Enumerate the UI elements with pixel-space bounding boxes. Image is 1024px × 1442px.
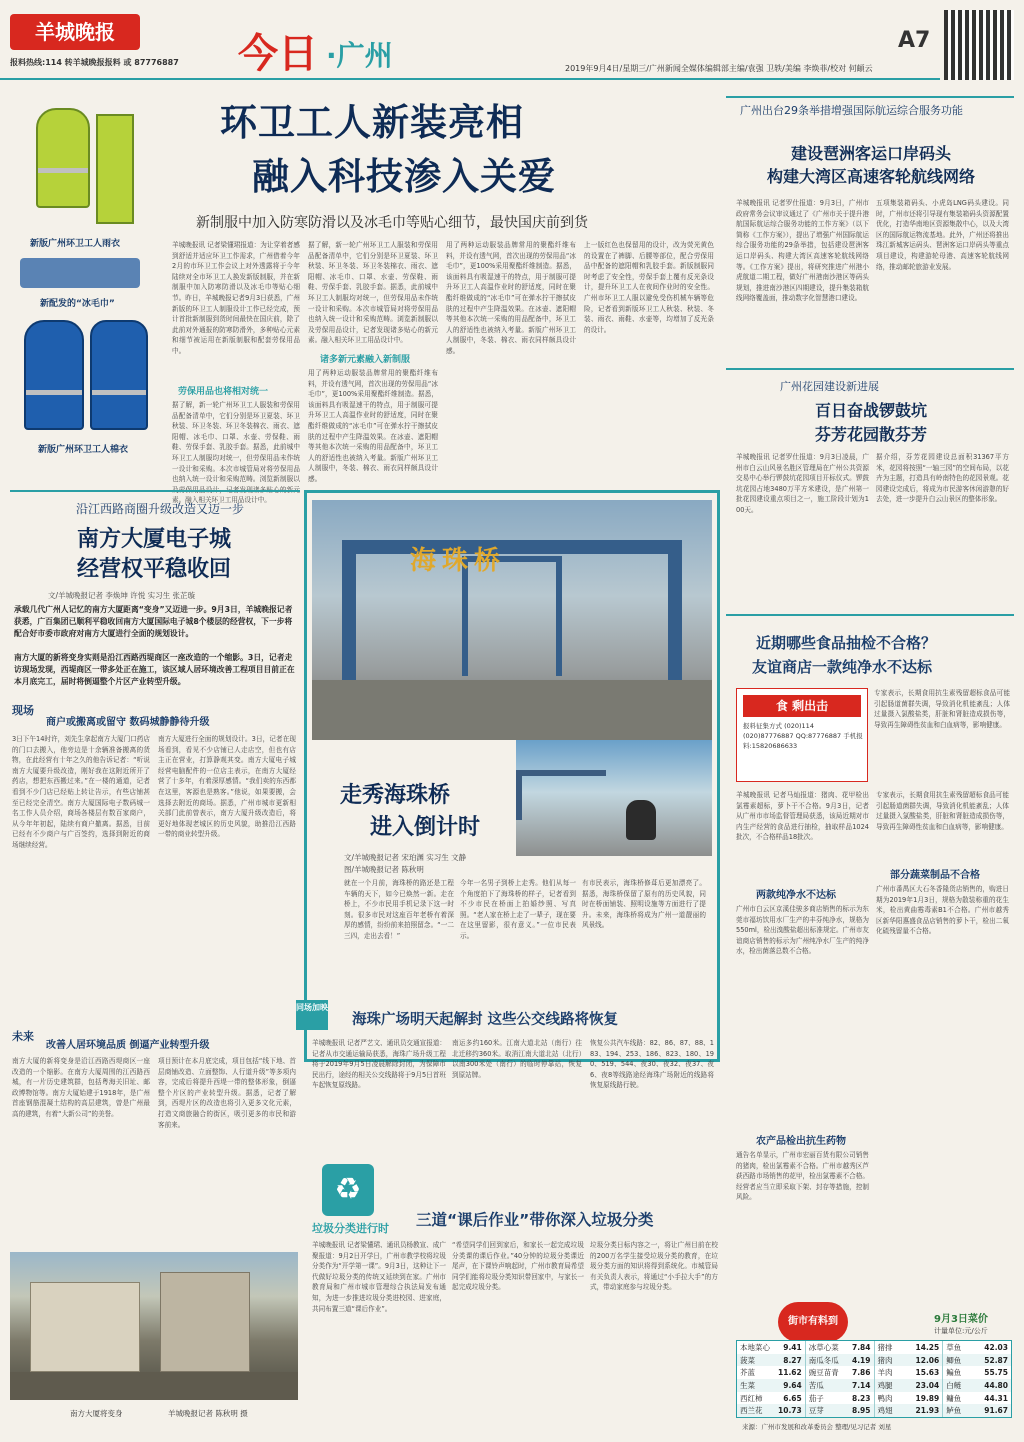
market-item-price: 21.93 xyxy=(915,1406,940,1416)
market-row xyxy=(806,1392,874,1405)
market-item-name: 猪肉 xyxy=(877,1355,893,1365)
lead-col-2: 据了解，新一轮广州环卫工人服装和劳保用品配备清单中，它们分别是环卫夏装、环卫秋装、环卫冬装、环卫冬装棉衣、雨衣、遮阳帽、冰毛巾、口罩、水壶、劳保鞋、雨鞋、劳保手套、乳胶手套。据悉，此前城中环卫工人制服均对统一，但劳保用品未作统一设计和采购。本次市城管局对将劳保用品也纳入统一设计和采购范畴。浏览新制服以及劳保用品设计，记者发现诸多贴心的新元素。融入相关环卫工用品设计中。 xyxy=(308,241,438,345)
market-item-name: 芥蓝 xyxy=(740,1368,755,1378)
food-contact: 报料征集方式 (020)114 (020)87776887 QQ:87776887 手机报料:15820686633 xyxy=(743,722,863,750)
market-item-price: 12.06 xyxy=(915,1355,940,1365)
dasha-lead2: 南方大厦的新将变身实则是沿江西路西堤商区一座改造的一个缩影。3日，记者走访现场发现，西堤商区一带多处正在施工，该区域人居环境改善工程项目目前正在本月底完工，届时将倒逼整个片区产业转型升级。 xyxy=(14,653,295,686)
market-item-name: 鲫鱼 xyxy=(946,1355,962,1365)
raincoat-image xyxy=(20,108,140,228)
market-item-price: 23.04 xyxy=(915,1380,940,1390)
market-column xyxy=(943,1341,1011,1417)
market-row xyxy=(737,1404,805,1417)
market-row xyxy=(943,1404,1011,1417)
market-item-price: 7.86 xyxy=(851,1368,871,1378)
market-item-price: 44.80 xyxy=(984,1380,1008,1390)
dasha-photo-caption: 南方大厦将变身 xyxy=(70,1409,123,1418)
dasha-byline: 文/羊城晚报记者 李焕坤 许悦 实习生 张芷璇 xyxy=(48,591,196,600)
hotline: 报料热线:114 转羊城晚报报料 或 87776887 xyxy=(10,58,179,67)
market-item-price: 8.23 xyxy=(851,1393,871,1403)
food-sub-produce: 农产品检出抗生药物 xyxy=(756,1136,846,1147)
dasha-photo-credit: 羊城晚报记者 陈秋明 摄 xyxy=(168,1409,248,1418)
masthead xyxy=(0,0,1024,82)
market-row xyxy=(943,1392,1011,1405)
market-row xyxy=(737,1379,805,1392)
square-col-1: 羊城晚报讯 记者严艺文、通讯员交通宣报道：记者从市交通运输局获悉，海珠广场升级工程将于2019年9月5日凌晨解除封闭，为保障市民出行，途经的相关公交线路将于9月5日首班车起恢复原线路。 xyxy=(312,1039,446,1090)
bridge-byline-2: 图/羊城晚报记者 陈秋明 xyxy=(344,865,424,874)
market-item-name: 本地菜心 xyxy=(740,1342,770,1352)
market-row xyxy=(875,1341,943,1354)
towel-image xyxy=(20,258,140,288)
bridge-photo xyxy=(312,500,712,740)
logo: 羊城晚报 xyxy=(10,14,140,50)
market-item-price: 11.62 xyxy=(778,1368,802,1378)
market-row xyxy=(737,1366,805,1379)
market-column xyxy=(737,1341,806,1417)
market-item-price: 14.25 xyxy=(915,1342,940,1352)
section-title-jin: 今日 xyxy=(238,31,318,77)
port-col-1: 羊城晚报讯 记者罗仕报道：9月3日，广州市政府常务会议审议通过了《广州市关于提升港航国际航运综合服务功能的工作方案》（以下简称《工作方案》），提出了增强广州国际航运综合服务功能的29条举措，包括建设琶洲客运口岸码头、构建大湾区高速客轮航线网络等。《工作方案》提出，将研究推进广州港小虎航道二期工程，做好广州港南沙港区等码头规划，推进南沙港区四期建设，提升集装箱航线网络覆盖面，推动数字化智慧港口建设。 xyxy=(736,199,869,303)
market-item-price: 8.95 xyxy=(851,1406,871,1416)
dasha-sub-2: 改善人居环境品质 倒逼产业转型升级 xyxy=(46,1040,210,1051)
plus-badge: 同场加映 xyxy=(296,1000,328,1030)
food-rule xyxy=(726,614,1014,616)
market-item-name: 西兰花 xyxy=(740,1406,763,1416)
bridge-sign: 海珠桥 xyxy=(410,546,507,576)
bridge-headline-2: 进入倒计时 xyxy=(370,815,481,840)
market-item-price: 15.63 xyxy=(915,1368,940,1378)
lead-col-1b: 据了解，新一轮广州环卫工人服装和劳保用品配备清单中，它们分别是环卫夏装、环卫秋装、环卫冬装、环卫冬装棉衣、雨衣、遮阳帽、冰毛巾、口罩、水壶、劳保鞋、雨鞋、劳保手套、乳胶手套。据悉，此前城中环卫工人制服均对统一，但劳保用品未作统一设计和采购。本次市城管局对将劳保用品也纳入统一设计和采购范畴。浏览新制服以 素。融入相关环卫工用品设计中。 xyxy=(172,401,300,505)
food-col-1c: 通告名单显示，广州市宏丽百货有限公司销售的猪肉，检出氯霉素不合格。广州市越秀区芦荻西路市场销售的花甲，检出氯霉素不合格。经营者应当立即采取下架、封存等措施，控制风险。 xyxy=(736,1151,869,1202)
market-row xyxy=(943,1379,1011,1392)
market-row xyxy=(875,1354,943,1367)
market-item-price: 7.84 xyxy=(851,1342,871,1352)
market-item-name: 鳙鱼 xyxy=(946,1393,962,1403)
lead-col-2b: 用了两种运动服装品牌常用的聚酯纤维布料，并设有透气网，首次出现的劳保用品“冰毛巾”，更100%采用聚酯纤维制造。据悉，该面料具有吸湿速干的特点，用于制服可提升环卫工人高温作业时的舒适度，同时在聚酯纤维做成的“冰毛巾”可在弹水拧干擦拭皮肤的过程中产生降温效果。在冰壶、遮阳帽等其他本次统一采购的用品配备中，环卫工人的舒适性也被纳入考量。新版广州环卫工人制服中，冬装、棉衣、雨衣同样颇具设计感。 xyxy=(308,369,438,483)
market-item-name: 羊肉 xyxy=(877,1368,893,1378)
dasha-rule xyxy=(10,490,300,492)
market-row xyxy=(875,1392,943,1405)
badge-scene: 现场 xyxy=(12,704,34,717)
food-col-2a: 专家表示，长期食用抗生素残留超标食品可能引起肠道菌群失调，导致消化机能紊乱；人体过量摄入氯酸盐类，肝脏和肾脏造成损伤等，导致再生障碍性贫血和白血病等，影响健康。 xyxy=(876,791,1009,831)
bridge-headline-1: 走秀海珠桥 xyxy=(340,783,451,808)
market-item-name: 鸡翅 xyxy=(877,1406,893,1416)
recycle-icon: ♻ xyxy=(322,1164,374,1216)
market-column xyxy=(875,1341,944,1417)
market-source: 来源：广州市发展和改革委员会 整理/见习记者 刘星 xyxy=(742,1423,892,1431)
market-item-price: 19.89 xyxy=(915,1393,940,1403)
market-row xyxy=(737,1392,805,1405)
port-kicker: 广州出台29条举措增强国际航运综合服务功能 xyxy=(740,104,963,117)
dasha-kicker: 沿江西路商圈升级改造又迈一步 xyxy=(75,502,244,516)
lead-col-1: 羊城晚报讯 记者梁懂珺报道：为让穿着者感到舒适并适应环卫工作需求，广州借着今年2月的市环卫工作会议上对外透露将于今年陆续对全市环卫工人换发新版制服，并在新制服中加入防寒防滑以及冰毛巾等贴心细节。昨日，羊城晚报记者9月3日获悉，广州新版的环卫工人制服设计工作已经完成，预计首批新制服到货时间最快在国庆前，除了此前对外通报的防寒防滑外，多种贴心元素和细节被运用在新版制服和配套劳保用品中。 xyxy=(172,241,300,355)
lead-inter-1: 劳保用品也将相对统一 xyxy=(178,387,269,397)
market-row xyxy=(806,1366,874,1379)
caption-towel: 新配发的“冰毛巾” xyxy=(40,299,115,309)
food-headline-2: 友谊商店一款纯净水不达标 xyxy=(752,658,933,676)
food-sub-veg: 部分蔬菜制品不合格 xyxy=(890,870,980,881)
market-item-price: 42.03 xyxy=(984,1342,1008,1352)
garden-kicker: 广州花园建设新进展 xyxy=(780,380,879,393)
market-item-name: 草鱼 xyxy=(946,1342,962,1352)
bridge-inset-photo xyxy=(516,740,712,856)
qr-code xyxy=(944,10,1014,80)
market-item-price: 55.75 xyxy=(984,1368,1008,1378)
market-item-name: 豌豆苗青 xyxy=(808,1368,839,1378)
market-item-name: 南瓜冬瓜 xyxy=(808,1355,839,1365)
market-item-price: 7.14 xyxy=(851,1380,871,1390)
food-badge: 食 剩出击 xyxy=(743,695,861,717)
square-col-2: 南运多约160米。江南大道北站（南行）往北迁移约360米。取消江南大道北站（北行）以南300米处（南行）的临时停靠站，恢复到原站牌。 xyxy=(452,1039,582,1079)
market-row xyxy=(875,1404,943,1417)
market-item-price: 52.87 xyxy=(984,1355,1008,1365)
dasha-lead: 承载几代广州人记忆的南方大厦距离“变身”又迈进一步。9月3日，羊城晚报记者获悉，广百集团已顺利平稳收回南方大厦国际电子城8个楼层的经营权，下一步将配合好市委市政府对南方大厦进行全面的规划设计。 xyxy=(14,605,293,638)
dasha-col-2: 南方大厦进行全面的规划设计。3日，记者在现场看到，看见不少店铺已人走店空，但也有店主正在营业，打算静观其变。南方大厦电子城经营电脑配件的一位店主表示，在南方大厦经营了十多年，有着深厚感情。“我们卖的东西都在这里，客源也是熟客。”他说，如果要搬，会选择去附近的商场。据悉，广州市城市更新相关部门此前曾表示，南方大厦升级改造后，将更好地体现老城区的历史风貌，助推沿江西路一带的商业转型升级。 xyxy=(158,735,296,839)
garbage-col-1: 羊城晚报讯 记者梁懂珺、通讯员杨教宣、成广聚报道：9月2日开学日，广州市教学校将垃圾分类作为“开学第一课”。9月3日，这种让下一代做好垃圾分类的传统又延续到在家。广州市教育局和广州市城市管理综合执法局发布通知，为进一步推进垃圾分类进校园、进家庭，共同布置三道“课后作业”。 xyxy=(312,1241,446,1313)
lead-col-4: 上一版红色也保留用的设计，改为荧光黄色的设置在了裤脚、后腰等部位，配合劳保用品中配备的遮阳帽和乳胶手套。新版制服同时考虑了安全性，劳保手套上覆有反光条设计，提升环卫工人在夜间作业时的安全性。广州市环卫工人服以避免受伤机械车辆等危险，记者看到新版环卫工人秋装、秋装、冬装、雨衣、雨鞋、水壶等，均增加了反光条的设计。 xyxy=(584,241,714,334)
market-item-name: 鸭肉 xyxy=(877,1393,893,1403)
port-headline-2: 构建大湾区高速客轮航线网络 xyxy=(766,167,975,186)
market-table xyxy=(736,1340,1012,1418)
market-row xyxy=(875,1366,943,1379)
market-item-name: 猪排 xyxy=(877,1342,893,1352)
market-item-price: 8.27 xyxy=(783,1355,802,1365)
market-row xyxy=(806,1379,874,1392)
food-col-2b: 广州市番禺区大石冬香隆货店销售的，购进日期为2019年1月3日，规格为散装称重的花生米，检出黄曲霉毒素B1不合格。广州市越秀区新华阳惠盛食品店销售的萝卜干，检出二氧化硫残留量不合格。 xyxy=(876,885,1009,936)
dasha-col-4: 项目预计在本月底完成，项目包括“线下地、首层商铺改造、立面整饰、人行道升级”等多项内容，完成后将提升西堤一带的整体形象，倒逼整个片区的产业转型升级。据悉，记者了解到，西堤片区的改造也将引入更多文化元素，打造文商旅融合的街区，吸引更多的市民和游客前来。 xyxy=(158,1057,296,1129)
market-item-name: 豆芽 xyxy=(808,1406,824,1416)
garden-headline-1: 百日奋战锣鼓坑 xyxy=(814,401,927,420)
market-item-name: 西红柿 xyxy=(740,1393,763,1403)
market-badge: 街市有料到 xyxy=(778,1302,848,1342)
food-intro: 专家表示，长期食用抗生素残留超标食品可能引起肠道菌群失调，导致消化机能紊乱；人体过量摄入氯酸盐类，肝脏和肾脏造成损伤等，导致再生障碍性贫血和白血病等，影响健康。 xyxy=(874,689,1010,729)
market-item-price: 6.65 xyxy=(783,1393,802,1403)
market-item-name: 冰草心菜 xyxy=(808,1342,839,1352)
market-item-name: 白鲢 xyxy=(946,1380,962,1390)
caption-cotton: 新版广州环卫工人棉衣 xyxy=(38,445,129,455)
dasha-photo xyxy=(10,1252,298,1400)
garden-col-2: 据介绍，芬芳花园建设总面积31367平方米，花园将按照“一轴三园”的空间布局，以花卉为主题，打造具有岭南特色的花园景观。花园建设完成后，将成为市民游客休闲游憩的好去处，进一步提升白云山景区的整体形象。 xyxy=(876,453,1009,504)
market-item-name: 鲈鱼 xyxy=(946,1406,962,1416)
market-row xyxy=(943,1341,1011,1354)
cotton-coat-image xyxy=(14,320,154,435)
food-badge-box xyxy=(736,688,868,782)
dasha-col-3: 南方大厦的新将变身是沿江西路西堤商区一座改造的一个缩影。在南方大厦周围的江西路西城，有一片历史建筑群，包括粤海关旧址、邮政博物馆等。南方大厦始建于1918年，是广州首座钢筋混凝土结构的高层建筑，曾是广州最高的建筑，有着“大新公司”的美誉。 xyxy=(12,1057,150,1118)
garbage-col-2: “希望同学们回到家后，和家长一起完成垃圾分类课的课后作业。”40分钟的垃圾分类课近尾声，在下课铃声响起时，广州市教育局希望同学们能将垃圾分类知识带回家中，与家长一起完成垃圾分类。 xyxy=(452,1241,584,1292)
market-unit: 计量单位:元/公斤 xyxy=(934,1327,988,1335)
market-row xyxy=(943,1354,1011,1367)
dasha-sub-1: 商户或搬离或留守 数码城静静待升级 xyxy=(46,717,210,728)
market-item-price: 4.19 xyxy=(851,1355,871,1365)
lead-headline-2: 融入科技渗入关爱 xyxy=(252,155,556,198)
dasha-headline-2: 经营权平稳收回 xyxy=(76,557,231,582)
lead-subtitle: 新制服中加入防寒防滑以及冰毛巾等贴心细节，最快国庆前到货 xyxy=(196,215,588,231)
lead-col-3: 用了两种运动服装品牌常用的聚酯纤维布料，并设有透气网，首次出现的劳保用品“冰毛巾”，更100%采用聚酯纤维制造。据悉，该面料具有吸湿速干的特点，用于制服可提升环卫工人高温作业时的舒适度，同时在聚酯纤维做成的“冰毛巾”可在弹水拧干擦拭皮肤的过程中产生降温效果。在冰壶、遮阳帽等其他本次统一采购的用品配备中，环卫工人的舒适性也被纳入考量。新版广州环卫工人制服中，冬装、棉衣、雨衣同样颇具设计感。 xyxy=(446,241,576,355)
market-row xyxy=(806,1341,874,1354)
section-title-gz: ·广州 xyxy=(326,39,393,72)
market-item-name: 生菜 xyxy=(740,1380,755,1390)
market-item-name: 鳊鱼 xyxy=(946,1368,962,1378)
market-item-price: 9.64 xyxy=(783,1380,802,1390)
market-item-price: 44.31 xyxy=(984,1393,1008,1403)
market-item-price: 9.41 xyxy=(783,1342,802,1352)
market-item-name: 菠菜 xyxy=(740,1355,755,1365)
bridge-col-2: 今年一名男子到桥上走秀。他们从每一个角度拍下了海珠桥的样子，记者看到不少市民在桥面上拍婚纱照、写真照。“老人家在桥上走了一辈子，现在要在这里留影，很有意义。”一位市民表示。 xyxy=(460,879,576,940)
food-col-1b: 广州市白云区京溪佳骏多商店销售的标示为东莞市福坊饮用水厂生产的丰芬纯净水，规格为550ml，检出溴酸盐超出标准规定。广州市友谊商店销售的标示为广州纯净水厂生产的纯净水，检出菌落总数不合格。 xyxy=(736,905,869,956)
bridge-col-1: 就在一个月前，海珠桥的路还是工程车辆的天下，如今已焕然一新。走在桥上，不少市民用手机记录下这一时刻。很多市民对这座百年老桥有着深厚的感情，纷纷前来拍照留念。“一二三四，走出去看！” xyxy=(344,879,454,940)
market-item-name: 鸡腿 xyxy=(877,1380,893,1390)
bridge-byline: 文/羊城晚报记者 宋珀渊 实习生 文静 xyxy=(344,853,467,862)
bridge-col-3: 有市民表示，海珠桥修葺后更加漂亮了。据悉，海珠桥保留了原有的历史风貌，同时在桥面铺装、照明设施等方面进行了提升。未来，海珠桥将成为广州一道靓丽的风景线。 xyxy=(582,879,706,930)
badge-future: 未来 xyxy=(12,1030,34,1043)
garden-headline-2: 芬芳花园散芬芳 xyxy=(814,425,927,444)
market-item-price: 10.73 xyxy=(778,1406,802,1416)
food-col-1a: 羊城晚报讯 记者马灿报道：猪肉、花甲检出氯霉素超标，萝卜干不合格。9月3日，记者从广州市市场监督管理局获悉，该局近期对市内生产经营的食品进行抽检，抽取样品1024批次，不合格样品18批次。 xyxy=(736,791,869,842)
market-row xyxy=(806,1354,874,1367)
square-col-3: 恢复公共汽车线路：82、86、87、88、183、194、253、186、823、180、190、519、544、夜30、夜32、夜37、夜6、夜8等线路途经海珠广场附近的线路将恢复原线路行驶。 xyxy=(590,1039,714,1090)
lead-headline-1: 环卫工人新装亮相 xyxy=(220,101,524,144)
uniform-illustrations xyxy=(10,90,165,470)
market-column xyxy=(806,1341,875,1417)
market-row xyxy=(806,1404,874,1417)
dasha-col-1: 3日下午14时许，刘先生拿起南方大厦门口药店的门口去搬入，他旁边是十余辆准备搬离的货物，在此经营有十年之久的他告诉记者：“听说南方大厦要升级改造，刚好我在这附近所开了药店，想把东西搬过来。”在一楼的通道，记者看到不少门店已经贴上转让告示，有些店铺甚至已经完全清空。南方大厦国际电子数码城一名工作人员介绍，商场各楼层有数百家商户，从今年年初起，陆续有商户撤离。据悉，目前已经有不少商户与广百签约，选择到附近的商场继续经营。 xyxy=(12,735,150,849)
garden-col-1: 羊城晚报讯 记者罗仕报道：9月3日凌晨，广州市白云山风景名胜区管理局在广州公共资源交易中心举行锣鼓坑花园项目开标仪式。锣鼓坑花园占地3480万平方米建设，是广州第一批花园建设重点项目之一，施工阶段计划为100天。 xyxy=(736,453,869,514)
lead-inter-2: 诸多新元素融入新制服 xyxy=(320,355,411,365)
market-row xyxy=(737,1354,805,1367)
dateline: 2019年9月4日/星期三/广州新闻全媒体编辑部主编/袁强 卫轶/美编 李焕菲/校对 何頔云 xyxy=(565,64,873,73)
port-rule xyxy=(726,96,1014,98)
caption-raincoat: 新版广州环卫工人雨衣 xyxy=(30,239,121,249)
page-number: A7 xyxy=(898,28,931,53)
dasha-headline-1: 南方大厦电子城 xyxy=(76,527,231,552)
market-item-price: 91.67 xyxy=(984,1406,1008,1416)
market-item-name: 茄子 xyxy=(808,1393,824,1403)
food-sub-water: 两款纯净水不达标 xyxy=(756,890,836,901)
market-row xyxy=(737,1341,805,1354)
market-row xyxy=(943,1366,1011,1379)
masthead-rule xyxy=(0,78,940,80)
port-headline-1: 建设琶洲客运口岸码头 xyxy=(790,144,951,163)
port-col-2: 五项集装箱码头、小虎岛LNG码头建设。同时，广州市还将引导现有集装箱码头资源配置优化，打造华南地区资源集散中心，以及大湾区的国际航运物流基地。此外，广州还将推出珠江新城客运码头、琶洲客运口岸码头等重点项目建设，构建游轮母港、高速客轮航线网络，推动邮轮旅游业发展。 xyxy=(876,199,1009,271)
garbage-badge: 垃圾分类进行时 xyxy=(312,1222,389,1235)
food-headline-1: 近期哪些食品抽检不合格？ xyxy=(756,634,937,652)
square-headline: 海珠广场明天起解封 这些公交线路将恢复 xyxy=(352,1012,619,1028)
garbage-col-3: 垃圾分类日标内容之一，将让广州目前在校的200万名学生接受垃圾分类的教育，在垃圾分类方面的知识将得到系统化。市城管局有关负责人表示，将通过“小手拉大手”的方式，带动家庭参与垃圾分类。 xyxy=(590,1241,718,1292)
market-row xyxy=(875,1379,943,1392)
garbage-headline: 三道“课后作业”带你深入垃圾分类 xyxy=(416,1211,654,1229)
garden-rule xyxy=(726,368,1014,370)
market-item-name: 苦瓜 xyxy=(808,1380,824,1390)
market-date: 9月3日菜价 xyxy=(934,1314,988,1325)
